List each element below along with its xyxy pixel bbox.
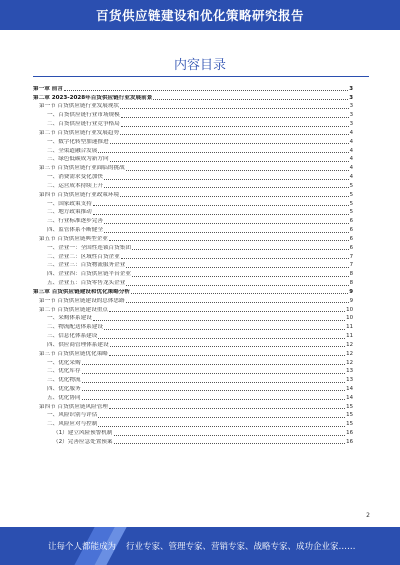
toc-entry[interactable]: [33, 278, 353, 287]
toc-entry[interactable]: [33, 428, 353, 437]
toc-entry-page: 3: [349, 85, 353, 92]
toc-entry[interactable]: [33, 340, 353, 349]
toc-entry[interactable]: [33, 181, 353, 190]
toc-entry-page: 16: [346, 438, 353, 445]
toc-leader-dots: [110, 143, 349, 144]
toc-leader-dots: [120, 108, 348, 109]
toc-leader-dots: [153, 99, 348, 100]
toc-entry[interactable]: [33, 287, 353, 296]
toc-leader-dots: [82, 373, 346, 374]
toc-entry[interactable]: [33, 243, 353, 252]
toc-entry-text: 五、优化协同: [47, 394, 81, 401]
toc-entry[interactable]: [33, 110, 353, 119]
toc-entry-page: 5: [349, 209, 353, 216]
toc-entry-page: 4: [349, 156, 353, 163]
toc-leader-dots: [104, 187, 349, 188]
toc-entry-page: 10: [346, 306, 353, 313]
toc-entry-text: 第三节 百货供应链优化策略: [39, 350, 108, 357]
toc-entry-text: 一、国家政策支持: [47, 200, 92, 207]
toc-entry[interactable]: [33, 225, 353, 234]
toc-leader-dots: [98, 338, 345, 339]
toc-leader-dots: [98, 426, 345, 427]
toc-entry-text: 第三节 百货供应链行业面临的挑战: [39, 165, 125, 172]
toc-leader-dots: [82, 364, 346, 365]
footer-slogan-right: 行业专家、管理专家、营销专家、战略专家、成功企业家……: [126, 542, 356, 552]
toc-entry-page: 6: [349, 218, 353, 225]
toc-entry-page: 12: [346, 341, 353, 348]
toc-entry-page: 8: [349, 280, 353, 287]
toc-entry[interactable]: [33, 208, 353, 217]
toc-leader-dots: [114, 443, 346, 444]
toc-leader-dots: [93, 320, 345, 321]
toc-entry-page: 13: [346, 377, 353, 384]
toc-entry-page: 3: [349, 94, 353, 101]
toc-entry-page: 15: [346, 421, 353, 428]
toc-entry-text: 四、优化服务: [47, 385, 81, 392]
toc-entry[interactable]: [33, 199, 353, 208]
toc-entry-page: 14: [346, 385, 353, 392]
toc-entry[interactable]: [33, 393, 353, 402]
toc-leader-dots: [104, 223, 349, 224]
toc-entry[interactable]: [33, 322, 353, 331]
toc-leader-dots: [120, 134, 348, 135]
toc-entry-text: 第四节 百货供应链风险管理: [39, 403, 108, 410]
toc-entry-text: 二、风险应对与控制: [47, 421, 98, 428]
toc-entry-page: 6: [349, 235, 353, 242]
toc-entry-page: 5: [349, 182, 353, 189]
toc-entry[interactable]: [33, 419, 353, 428]
toc-entry-page: 4: [349, 147, 353, 154]
toc-entry[interactable]: [33, 411, 353, 420]
toc-leader-dots: [104, 179, 349, 180]
toc-leader-dots: [82, 382, 346, 383]
toc-leader-dots: [131, 293, 348, 294]
toc-entry[interactable]: [33, 402, 353, 411]
toc-entry-page: 4: [349, 174, 353, 181]
toc-entry-page: 9: [349, 297, 353, 304]
toc-leader-dots: [114, 435, 346, 436]
toc-entry-text: 第三章 百货供应链建设和优化策略分析: [33, 288, 131, 295]
toc-entry-page: 12: [346, 350, 353, 357]
toc-leader-dots: [121, 126, 349, 127]
toc-entry[interactable]: [33, 128, 353, 137]
toc-entry[interactable]: [33, 261, 353, 270]
toc-entry-text: 三、企业三：百货物流服务企业: [47, 262, 126, 269]
toc-leader-dots: [132, 276, 349, 277]
toc-entry[interactable]: [33, 296, 353, 305]
toc-entry-text: 第五节 百货供应链典型企业: [39, 235, 108, 242]
toc-entry-text: 一、优化采购: [47, 359, 81, 366]
toc-entry-text: 第一节 百货供应链行业发展现状: [39, 103, 120, 110]
toc-entry-text: （1）建立风险预警机制: [53, 430, 113, 437]
toc-entry[interactable]: [33, 367, 353, 376]
toc-entry-text: 第二节 百货供应链建设重点: [39, 306, 108, 313]
toc-leader-dots: [104, 329, 345, 330]
toc-entry[interactable]: [33, 146, 353, 155]
toc-entry-text: （2）完善应急处置预案: [53, 438, 113, 445]
toc-leader-dots: [110, 161, 349, 162]
toc-entry[interactable]: [33, 269, 353, 278]
toc-entry[interactable]: [33, 216, 353, 225]
toc-entry[interactable]: [33, 375, 353, 384]
toc-leader-dots: [121, 258, 349, 259]
toc-entry-text: 二、优化库存: [47, 368, 81, 375]
toc-leader-dots: [109, 240, 349, 241]
toc-entry-page: 13: [346, 368, 353, 375]
toc-entry-page: 11: [346, 333, 353, 340]
toc-entry-text: 一、消费需求变化加快: [47, 174, 103, 181]
toc-entry-page: 3: [349, 112, 353, 119]
toc-entry[interactable]: [33, 102, 353, 111]
toc-entry-page: 16: [346, 430, 353, 437]
toc-leader-dots: [120, 196, 348, 197]
toc-entry[interactable]: [33, 252, 353, 261]
toc-leader-dots: [126, 170, 349, 171]
toc-leader-dots: [126, 285, 348, 286]
toc-entry[interactable]: [33, 93, 353, 102]
toc-entry-page: 9: [349, 288, 353, 295]
toc-entry-page: 4: [349, 129, 353, 136]
toc-entry-page: 3: [349, 121, 353, 128]
toc-entry-text: 三、信息化体系建设: [47, 333, 98, 340]
toc-entry-page: 6: [349, 227, 353, 234]
toc-leader-dots: [93, 205, 349, 206]
toc-entry[interactable]: [33, 119, 353, 128]
toc-entry-text: 三、优化物流: [47, 377, 81, 384]
toc-entry[interactable]: [33, 190, 353, 199]
footer-bar: [0, 527, 400, 565]
page-number: 2: [366, 512, 370, 519]
toc-entry-page: 11: [346, 324, 353, 331]
toc-entry-text: 二、物流配送体系建设: [47, 324, 103, 331]
toc-leader-dots: [109, 408, 345, 409]
toc-entry-text: 一、百货供应链行业市场规模: [47, 112, 120, 119]
toc-entry-text: 第二节 百货供应链行业发展趋势: [39, 129, 120, 136]
toc-entry-page: 4: [349, 138, 353, 145]
toc-entry[interactable]: [33, 349, 353, 358]
toc-entry[interactable]: [33, 155, 353, 164]
toc-leader-dots: [126, 267, 348, 268]
toc-entry-page: 6: [349, 244, 353, 251]
toc-entry-page: 10: [346, 315, 353, 322]
toc-entry-text: 二、运营成本持续上升: [47, 182, 103, 189]
toc-title: 内容目录: [173, 58, 226, 73]
toc-entry-text: 第四节 百货供应链行业政策环境: [39, 191, 120, 198]
toc-entry[interactable]: [33, 384, 353, 393]
toc-leader-dots: [98, 152, 348, 153]
footer-slogan-left: 让每个人都能成为: [48, 542, 117, 552]
toc-entry-text: 五、企业五：百货零售龙头企业: [47, 280, 126, 287]
toc-entry[interactable]: [33, 331, 353, 340]
toc-divider: [33, 76, 369, 77]
toc-entry-text: 二、全渠道融合发展: [47, 147, 98, 154]
toc-entry-text: 一、数字化转型加速推进: [47, 138, 109, 145]
toc-entry-page: 12: [346, 359, 353, 366]
toc-entry[interactable]: [33, 137, 353, 146]
toc-entry-page: 5: [349, 191, 353, 198]
toc-entry-text: 第一节 百货供应链建设的总体思路: [39, 297, 125, 304]
toc-entry-page: 7: [349, 253, 353, 260]
toc-entry-page: 5: [349, 200, 353, 207]
toc-entry-text: 三、绿色低碳成为新方向: [47, 156, 109, 163]
toc-leader-dots: [82, 390, 346, 391]
toc-entry-page: 3: [349, 103, 353, 110]
toc-list: [33, 84, 353, 446]
toc-leader-dots: [64, 90, 348, 91]
toc-leader-dots: [110, 346, 346, 347]
toc-entry[interactable]: [33, 314, 353, 323]
toc-entry-text: 第二章 2023-2028年百货供应链行业发展前景: [33, 94, 153, 101]
toc-leader-dots: [93, 214, 349, 215]
toc-leader-dots: [126, 302, 349, 303]
toc-entry-text: 二、企业二：区域性百货企业: [47, 253, 120, 260]
toc-entry[interactable]: [33, 84, 353, 93]
toc-entry[interactable]: [33, 234, 353, 243]
toc-entry-page: 8: [349, 271, 353, 278]
toc-entry-text: 一、企业一：全国性连锁百货集团: [47, 244, 131, 251]
toc-leader-dots: [109, 311, 345, 312]
toc-entry[interactable]: [33, 172, 353, 181]
toc-entry[interactable]: [33, 437, 353, 446]
toc-leader-dots: [109, 355, 345, 356]
toc-entry-text: 四、企业四：百货供应链平台企业: [47, 271, 131, 278]
toc-entry-text: 二、百货供应链行业竞争格局: [47, 121, 120, 128]
header-bar: [0, 0, 400, 30]
toc-entry-page: 7: [349, 262, 353, 269]
report-title: 百货供应链建设和优化策略研究报告: [95, 8, 304, 23]
toc-entry-page: 15: [346, 403, 353, 410]
toc-entry-page: 15: [346, 412, 353, 419]
toc-entry-text: 三、行业标准逐步完善: [47, 218, 103, 225]
toc-entry[interactable]: [33, 305, 353, 314]
toc-leader-dots: [82, 399, 346, 400]
toc-entry[interactable]: [33, 163, 353, 172]
toc-entry-text: 一、采购体系建设: [47, 315, 92, 322]
toc-entry-text: 四、监管体系不断健全: [47, 227, 103, 234]
toc-entry[interactable]: [33, 358, 353, 367]
toc-entry-page: 14: [346, 394, 353, 401]
toc-entry-page: 4: [349, 165, 353, 172]
toc-entry-text: 四、供应商管理体系建设: [47, 341, 109, 348]
toc-entry-text: 第一章 前言: [33, 85, 63, 92]
toc-entry-text: 一、风险识别与评估: [47, 412, 98, 419]
toc-leader-dots: [121, 117, 349, 118]
toc-entry-text: 二、地方政策推动: [47, 209, 92, 216]
toc-leader-dots: [98, 417, 345, 418]
toc-leader-dots: [104, 232, 349, 233]
toc-leader-dots: [132, 249, 349, 250]
